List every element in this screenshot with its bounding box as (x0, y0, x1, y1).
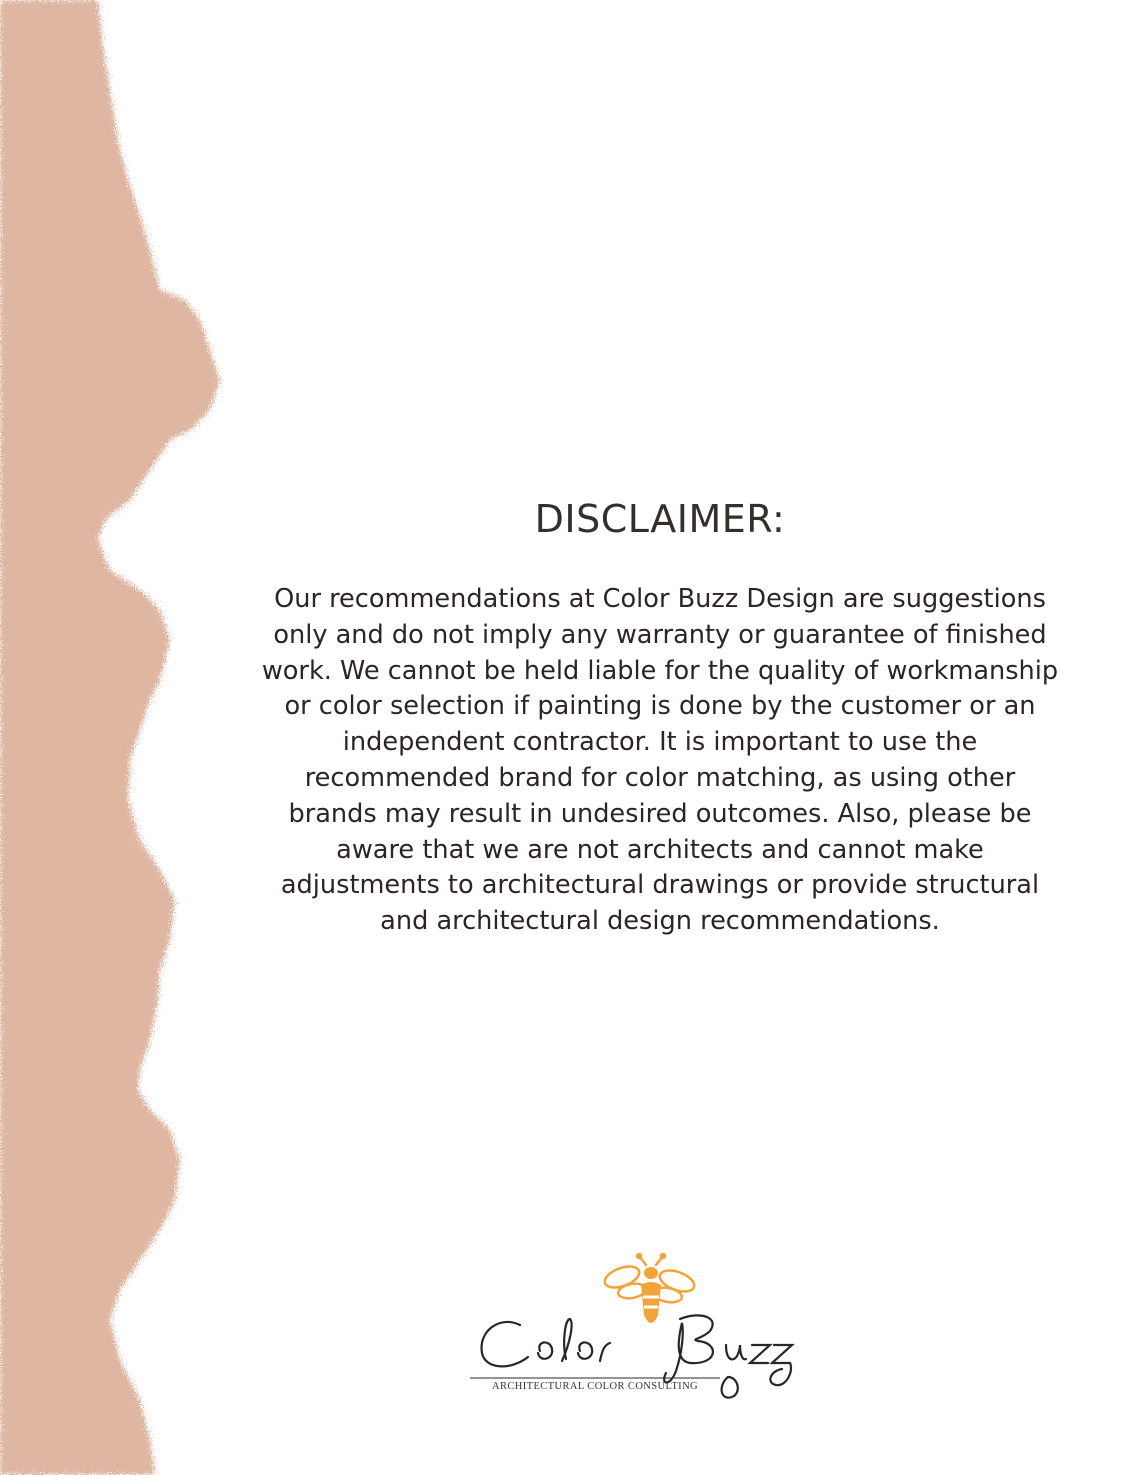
page-title: DISCLAIMER: (534, 497, 786, 541)
paint-brush-stroke (0, 0, 260, 1475)
bee-body (641, 1282, 661, 1323)
bee-head (644, 1267, 658, 1279)
logo-tagline: ARCHITECTURAL COLOR CONSULTING (491, 1381, 699, 1392)
color-buzz-logo (470, 1253, 820, 1403)
disclaimer-paragraph: Our recommendations at Color Buzz Design are suggestions only and do not imply any warranty or guarantee of finished work. We cannot be held liable for the quality of workmanship or color selection if painting is done by the customer or an independent contractor. It is important to use the recommended brand for color matching, as using other brands may result in undesired outcomes. Also, please be aware that we are not architects and cannot make adjustments to architectural drawings or provide structural and architectural design recommendations. (261, 584, 1059, 937)
